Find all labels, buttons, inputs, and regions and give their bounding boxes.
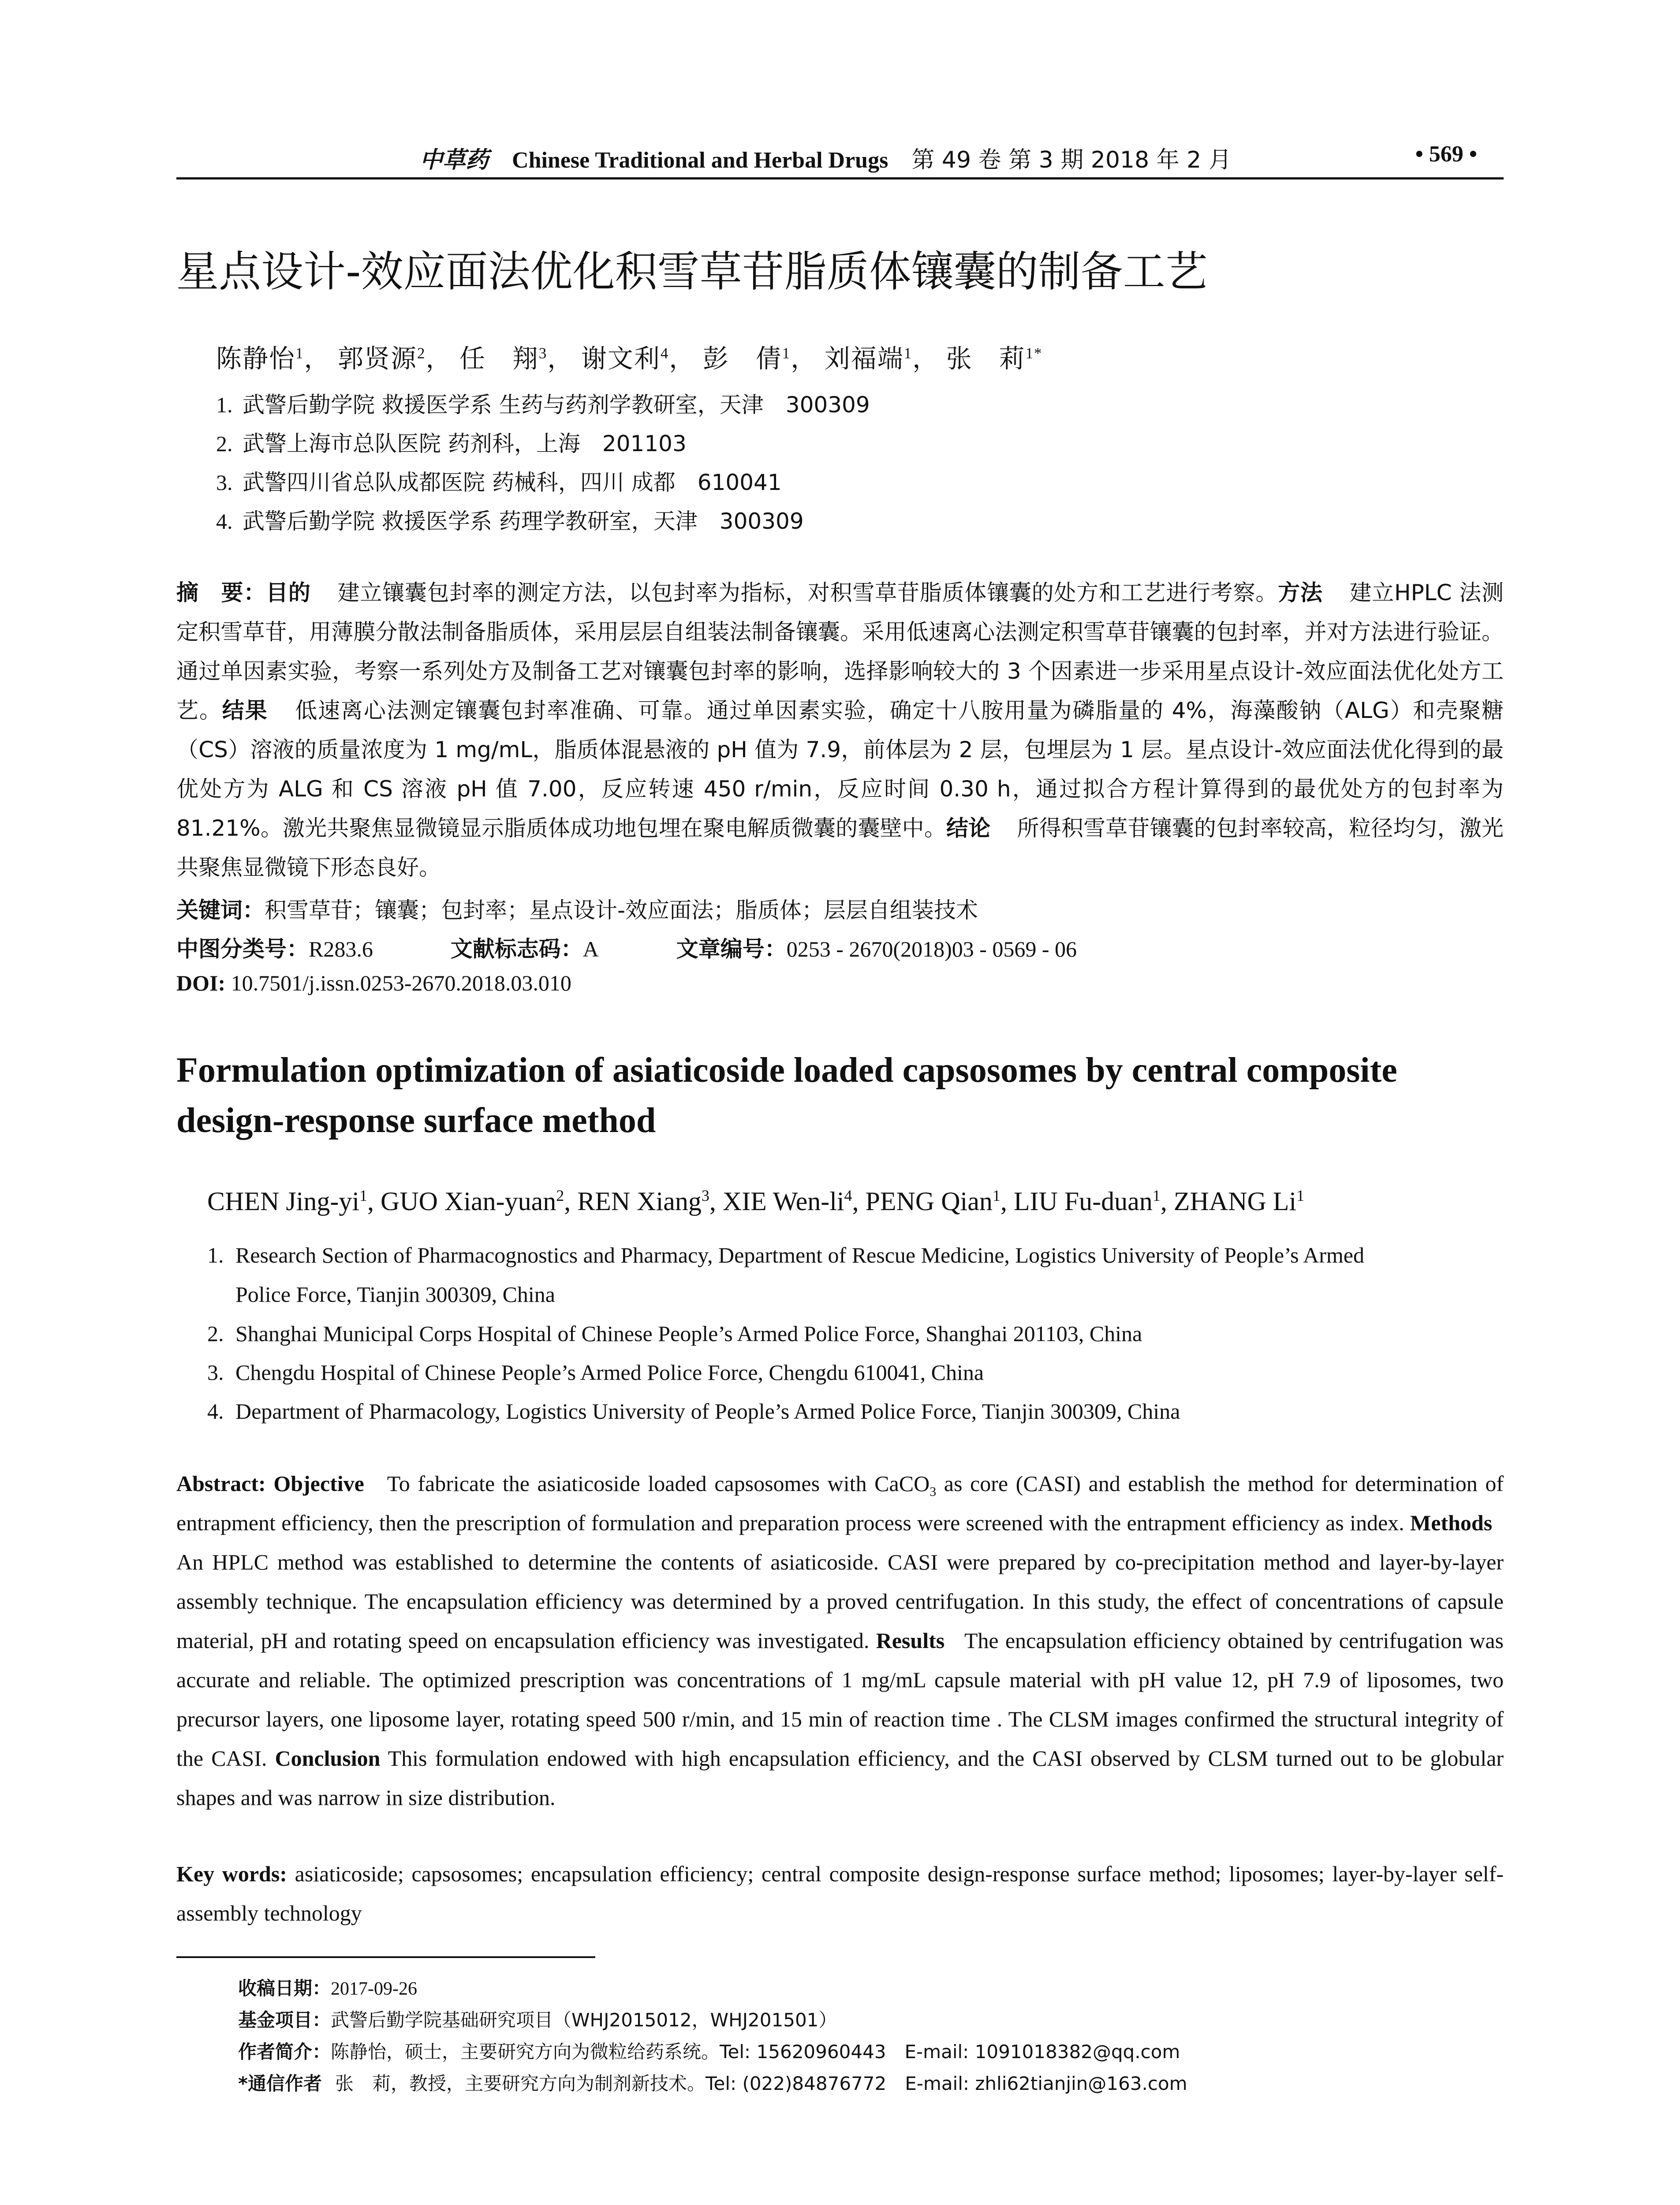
keywords-cn: 关键词：积雪草苷；镶囊；包封率；星点设计-效应面法；脂质体；层层自组装技术 (176, 897, 978, 923)
footnote-rule (176, 1956, 595, 1958)
page-number: • 569 • (1415, 142, 1477, 167)
classification-line (176, 931, 1077, 963)
keywords-en (176, 1854, 1504, 1933)
doi-line (176, 970, 571, 996)
conclusion-label-en: Conclusion (275, 1746, 381, 1771)
doc-code-label: 文献标志码： (450, 936, 583, 962)
result-text-en: The encapsulation efficiency obtained by centrifugation was accurate and reliable. The optimized prescription was concentrations of 1 mg/mL capsule material with pH value 12, pH 7.9 of liposomes, two precursor layers, one liposome layer, rotating speed 500 r/min, and 15 min of reaction time . The CLSM images confirmed the structural integrity of the CASI. (176, 1628, 1504, 1771)
journal-name-cn: 中草药 (420, 147, 489, 173)
affiliation-en: 1. Research Section of Pharmacognostics and Pharmacy, Department of Rescue Medicine, Logistics University of People’s Armed Police Force, Tianjin 300309, China (207, 1243, 1364, 1307)
chinese-title: 星点设计-效应面法优化积雪草苷脂质体镶囊的制备工艺 (176, 247, 1208, 296)
english-abstract (176, 1464, 1504, 1817)
author-en: PENG Qian$^1$ (865, 1187, 1001, 1216)
chinese-abstract (176, 573, 1504, 887)
conclusion-label-cn: 结论 (946, 815, 991, 841)
objective-text-cn: 建立镶囊包封率的测定方法，以包封率为指标，对积雪草苷脂质体镶囊的处方和工艺进行考察。 (337, 580, 1278, 605)
clc-label: 中图分类号： (176, 936, 309, 962)
keywords-label-en: Key words: (176, 1861, 287, 1886)
author-cn: 刘福端$^1$ (824, 344, 913, 373)
author-cn: 谢文利$^4$ (581, 344, 669, 373)
method-label-en: Methods (1410, 1510, 1493, 1535)
conclusion-text-en: This formulation endowed with high encapsulation efficiency, and the CASI observed by CLSM turned out to be globular shapes and was narrow in size distribution. (176, 1746, 1504, 1810)
result-label-en: Results (876, 1628, 945, 1653)
objective-text-en: To fabricate the asiaticoside loaded capsosomes with CaCO$_3$ as core (CASI) and establish the method for determination of entrapment efficiency, then the prescription of formulation and preparation process were screened with the entrapment efficiency as index. (176, 1471, 1504, 1535)
conclusion-text-cn: 所得积雪草苷镶囊的包封率较高，粒径均匀，激光共聚焦显微镜下形态良好。 (176, 815, 1504, 880)
author-en: LIU Fu-duan$^1$ (1013, 1187, 1161, 1216)
footnote-funding: 基金项目：武警后勤学院基础研究项目（WHJ2015012，WHJ201501） (238, 2009, 837, 2031)
english-title: Formulation optimization of asiaticoside loaded capsosomes by central composite design-response surface method (176, 1051, 1397, 1140)
clc-value: R283.6 (309, 937, 373, 961)
author-en: GUO Xian-yuan$^2$ (381, 1187, 564, 1216)
doi-label: DOI: (176, 971, 226, 995)
affiliation-en: 3. Chengdu Hospital of Chinese People’s Armed Police Force, Chengdu 610041, China (207, 1360, 984, 1385)
journal-name-en: Chinese Traditional and Herbal Drugs (512, 148, 889, 173)
chinese-authors: 陈静怡$^1$， 郭贤源$^2$， 任 翔$^3$， 谢文利$^4$， 彭 倩$^1$， 刘福端$^1$， 张 莉$^{1*}$ (216, 344, 1043, 373)
article-no-value: 0253 - 2670(2018)03 - 0569 - 06 (786, 937, 1077, 961)
article-no-label: 文章编号： (676, 936, 787, 962)
footnote-corresponding: *通信作者 张 莉，教授，主要研究方向为制剂新技术。Tel: (022)84876772 E-mail: zhli62tianjin@163.com (238, 2073, 1187, 2094)
affiliation-cn: 1. 武警后勤学院 救援医学系 生药与药剂学教研室，天津 300309 (216, 392, 870, 418)
issue-info: 第 49 卷 第 3 期 2018 年 2 月 (911, 147, 1232, 173)
affiliation-en: 2. Shanghai Municipal Corps Hospital of Chinese People’s Armed Police Force, Shanghai 201103, China (207, 1321, 1142, 1346)
objective-label-en: Objective (273, 1471, 364, 1496)
author-cn: 任 翔$^3$ (459, 344, 548, 373)
method-label-cn: 方法 (1278, 580, 1323, 605)
journal-line (420, 141, 1232, 174)
method-text-cn: 建立HPLC 法测定积雪草苷，用薄膜分散法制备脂质体，采用层层自组装法制备镶囊。采用低速离心法测定积雪草苷镶囊的包封率，并对方法进行验证。通过单因素实验，考察一系列处方及制备工艺对镶囊包封率的影响，选择影响较大的 3 个因素进一步采用星点设计-效应面法优化处方工艺。 (176, 580, 1504, 723)
english-authors: CHEN Jing-$yi^1$, GUO Xian-yuan$^2$, REN Xiang$^3$, XIE Wen-$li^4$, PENG Qian$^1$, LIU Fu-duan$^1$, ZHANG Li$^1$ (207, 1187, 1305, 1216)
header-rule (176, 177, 1504, 179)
affiliation-cn: 4. 武警后勤学院 救援医学系 药理学教研室，天津 300309 (216, 508, 804, 534)
method-text-en: An HPLC method was established to determine the contents of asiaticoside. CASI were prepared by co-precipitation method and layer-by-layer assembly technique. The encapsulation efficiency was determined by a proved centrifugation. In this study, the effect of concentrations of capsule material, pH and rotating speed on encapsulation efficiency was investigated. (176, 1550, 1504, 1653)
affiliation-en: 4. Department of Pharmacology, Logistics University of People’s Armed Police Force, Tianjin 300309, China (207, 1399, 1180, 1424)
abstract-label-cn: 摘 要： (176, 580, 266, 605)
footnote-received: 收稿日期：2017-09-26 (238, 1977, 417, 1999)
result-text-cn: 低速离心法测定镶囊包封率准确、可靠。通过单因素实验，确定十八胺用量为磷脂量的 4%，海藻酸钠（ALG）和壳聚糖（CS）溶液的质量浓度为 1 mg/mL，脂质体混悬液的 pH 值为 7.9，前体层为 2 层，包埋层为 1 层。星点设计-效应面法优化得到的最优处方为 ALG 和 CS 溶液 pH 值 7.00，反应转速 450 r/min，反应时间 0.30 h，通过拟合方程计算得到的最优处方的包封率为 81.21%。激光共聚焦显微镜显示脂质体成功地包埋在聚电解质微囊的囊壁中。 (176, 698, 1504, 841)
doc-code-value: A (582, 937, 599, 961)
author-en: CHEN Jing-$yi^1$ (207, 1187, 367, 1216)
author-cn: 陈静怡$^1$ (216, 344, 304, 373)
objective-label-cn: 目的 (266, 580, 311, 605)
author-cn: 郭贤源$^2$ (337, 344, 426, 373)
footnote-author-bio: 作者简介：陈静怡，硕士，主要研究方向为微粒给药系统。Tel: 15620960443 E-mail: 1091018382@qq.com (238, 2041, 1180, 2063)
author-en: REN Xiang$^3$ (577, 1187, 709, 1216)
author-cn: 彭 倩$^1$ (702, 344, 791, 373)
result-label-cn: 结果 (222, 698, 268, 723)
keywords-text-en: asiaticoside; capsosomes; encapsulation efficiency; central composite design-response surface method; liposomes; layer-by-layer self-assembly technology (176, 1861, 1504, 1925)
affiliation-cn: 3. 武警四川省总队成都医院 药械科，四川 成都 610041 (216, 470, 782, 495)
running-header (176, 141, 1504, 176)
author-en: XIE Wen-$li^4$ (722, 1187, 852, 1216)
abstract-label-en: Abstract: (176, 1471, 266, 1496)
author-en: ZHANG Li$^1$ (1173, 1187, 1305, 1216)
doi-value: 10.7501/j.issn.0253-2670.2018.03.010 (231, 971, 571, 995)
affiliation-cn: 2. 武警上海市总队医院 药剂科，上海 201103 (216, 431, 687, 456)
author-cn: 张 莉$^{1*}$ (946, 344, 1043, 373)
